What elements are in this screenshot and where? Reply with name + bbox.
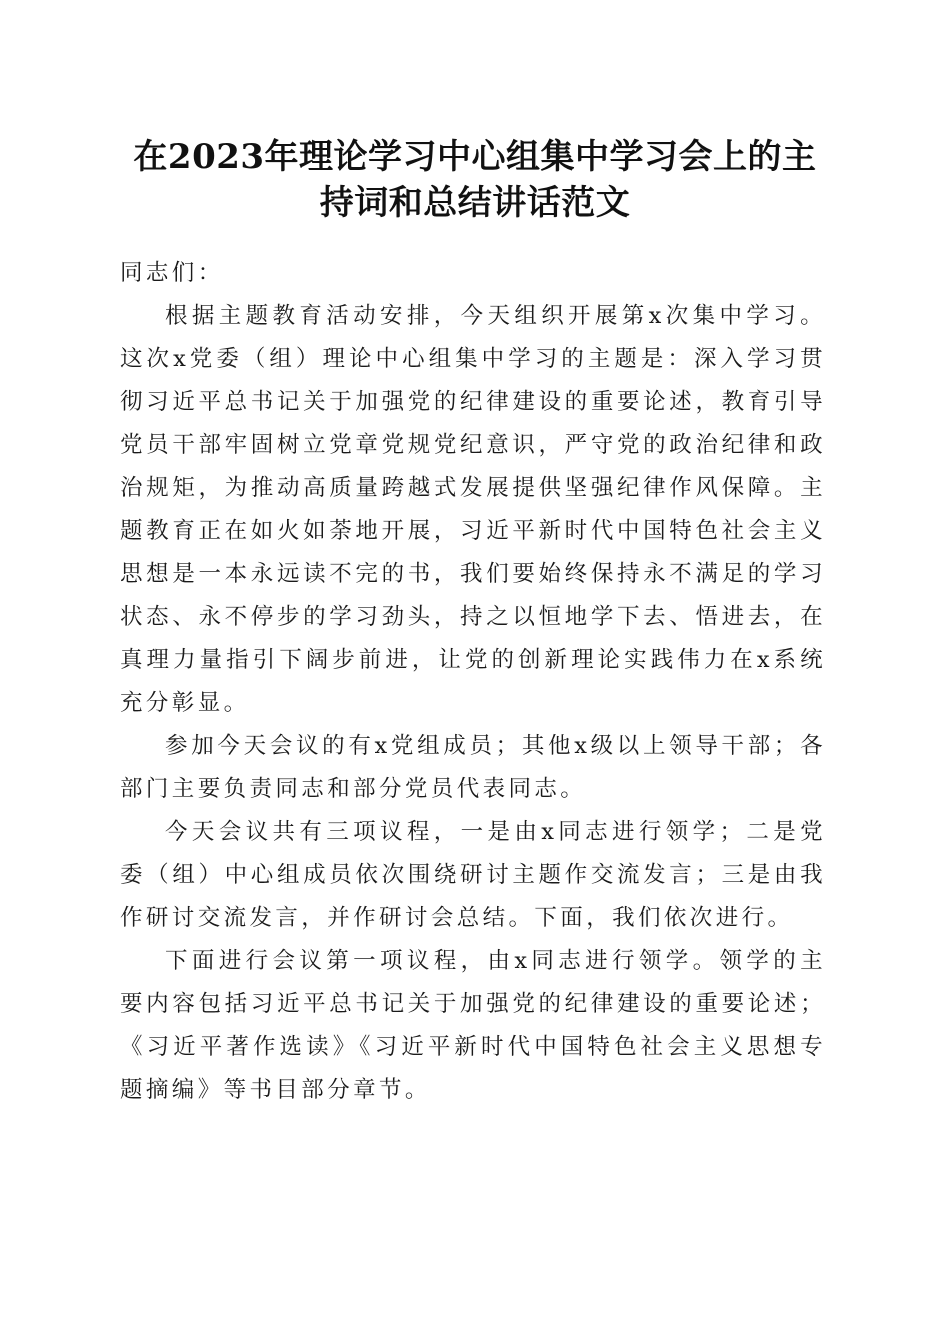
salutation: 同志们： [120, 260, 224, 286]
paragraph-first-item: 下面进行会议第一项议程，由x同志进行领学。领学的主要内容包括习近平总书记关于加强党的纪律建设的重要论述；《习近平著作选读》《习近平新时代中国特色社会主义思想专题摘编》等书目部分章节。 [120, 948, 826, 1103]
paragraph-attendees: 参加今天会议的有x党组成员；其他x级以上领导干部；各部门主要负责同志和部分党员代表同志。 [120, 733, 826, 802]
paragraph-theme: 根据主题教育活动安排，今天组织开展第x次集中学习。这次x党委（组）理论中心组集中学习的主题是：深入学习贯彻习近平总书记关于加强党的纪律建设的重要论述，教育引导党员干部牢固树立党章党规党纪意识，严守党的政治纪律和政治规矩，为推动高质量跨越式发展提供坚强纪律作风保障。主题教育正在如火如荼地开展，习近平新时代中国特色社会主义思想是一本永远读不完的书，我们要始终保持永不满足的学习状态、永不停步的学习劲头，持之以恒地学下去、悟进去，在真理力量指引下阔步前进，让党的创新理论实践伟力在x系统充分彰显。 [120, 303, 826, 716]
paragraph-agenda: 今天会议共有三项议程，一是由x同志进行领学；二是党委（组）中心组成员依次围绕研讨主题作交流发言；三是由我作研讨交流发言，并作研讨会总结。下面，我们依次进行。 [120, 819, 826, 931]
document-title: 在2023年理论学习中心组集中学习会上的主持词和总结讲话范文 [133, 137, 817, 223]
document-body [120, 252, 826, 1112]
